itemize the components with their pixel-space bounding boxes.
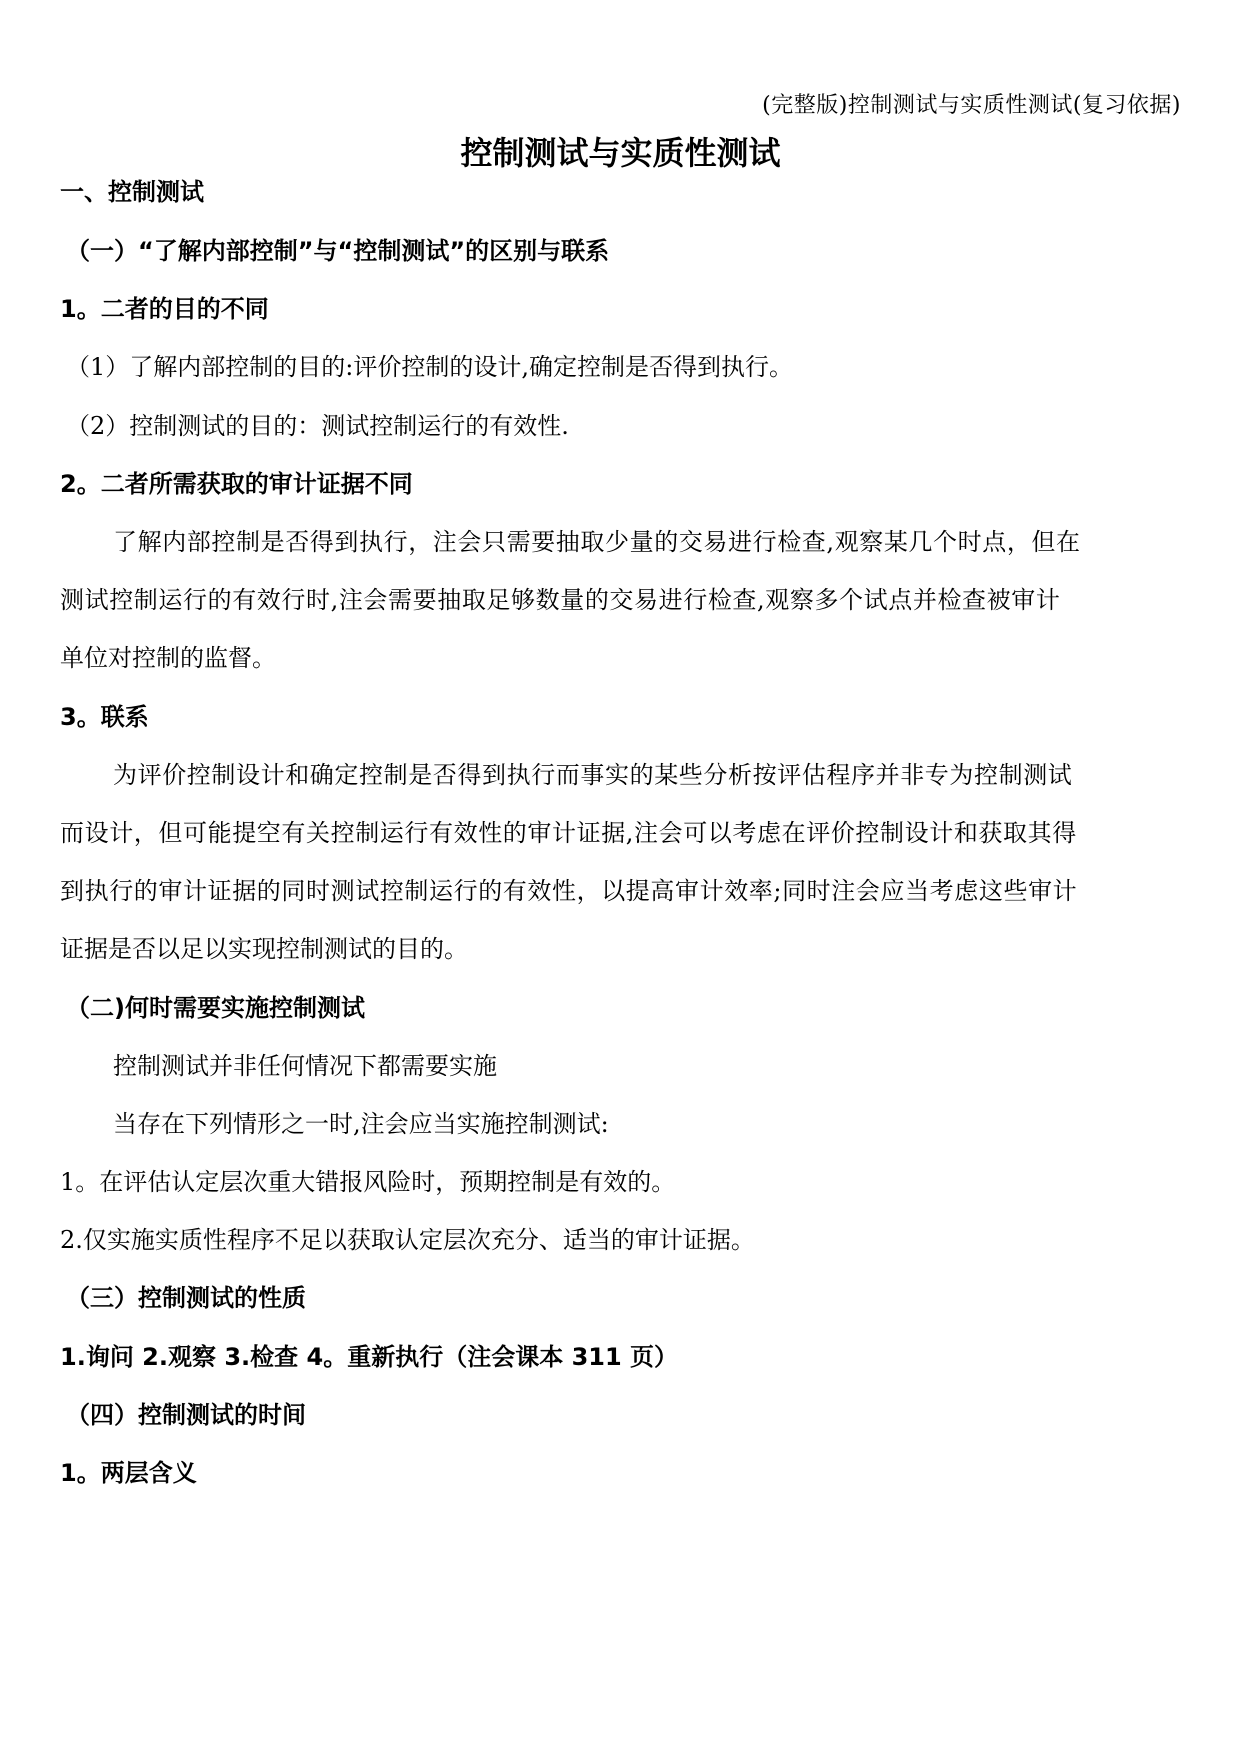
paragraph-1: （1）了解内部控制的目的:评价控制的设计,确定控制是否得到执行。: [66, 353, 793, 381]
paragraph-2: （2）控制测试的目的：测试控制运行的有效性.: [66, 412, 569, 440]
paragraph-4-line-3: 到执行的审计证据的同时测试控制运行的有效性，以提高审计效率;同时注会应当考虑这些审计: [60, 877, 1078, 905]
heading-subsection-4: （四）控制测试的时间: [66, 1401, 306, 1429]
paragraph-4-line-1: 为评价控制设计和确定控制是否得到执行而事实的某些分析按评估程序并非专为控制测试: [113, 761, 1073, 789]
document-title: 控制测试与实质性测试: [460, 134, 781, 172]
paragraph-6: 当存在下列情形之一时,注会应当实施控制测试:: [113, 1110, 609, 1138]
heading-section-1: 一、控制测试: [60, 178, 204, 206]
list-item-2: 2.仅实施实质性程序不足以获取认定层次充分、适当的审计证据。: [60, 1226, 755, 1254]
heading-point-3: 3。联系: [60, 703, 149, 731]
heading-subsection-1: （一）“了解内部控制”与“控制测试”的区别与联系: [66, 237, 610, 265]
paragraph-5: 控制测试并非任何情况下都需要实施: [113, 1052, 497, 1080]
heading-subsection-3: （三）控制测试的性质: [66, 1284, 306, 1312]
list-item-1: 1。在评估认定层次重大错报风险时，预期控制是有效的。: [60, 1168, 676, 1196]
paragraph-3-line-2: 测试控制运行的有效行时,注会需要抽取足够数量的交易进行检查,观察多个试点并检查被审计: [60, 586, 1061, 614]
heading-point-1: 1。二者的目的不同: [60, 295, 269, 323]
paragraph-3-line-3: 单位对控制的监督。: [60, 644, 276, 672]
heading-methods: 1.询问 2.观察 3.检查 4。重新执行（注会课本 311 页）: [60, 1343, 679, 1371]
paragraph-4-line-2: 而设计，但可能提空有关控制运行有效性的审计证据,注会可以考虑在评价控制设计和获取其得: [60, 819, 1077, 847]
heading-subsection-2: （二)何时需要实施控制测试: [66, 994, 365, 1022]
document-header: (完整版)控制测试与实质性测试(复习依据): [762, 93, 1181, 118]
paragraph-3-line-1: 了解内部控制是否得到执行，注会只需要抽取少量的交易进行检查,观察某几个时点，但在: [113, 528, 1081, 556]
paragraph-4-line-4: 证据是否以足以实现控制测试的目的。: [60, 935, 468, 963]
heading-point-2: 2。二者所需获取的审计证据不同: [60, 470, 413, 498]
heading-point-4: 1。两层含义: [60, 1459, 197, 1487]
